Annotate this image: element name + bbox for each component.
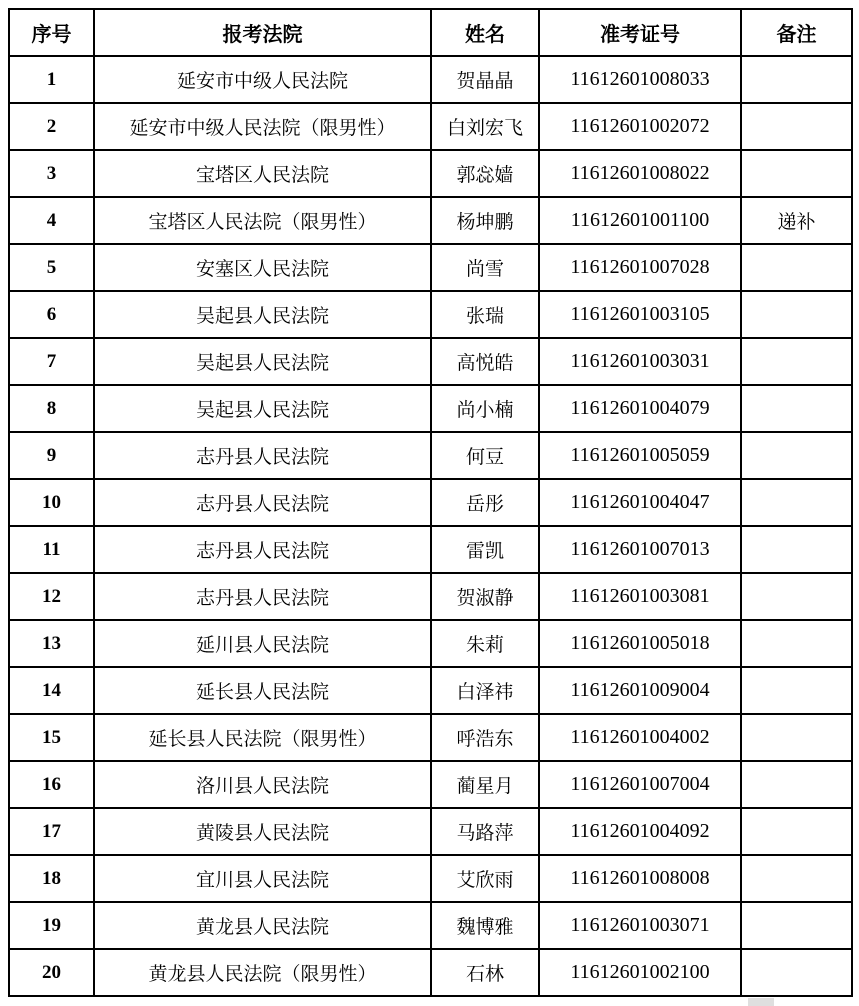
header-remark: 备注 (741, 9, 852, 56)
cell-applied-court: 吴起县人民法院 (94, 385, 431, 432)
table-row (9, 432, 852, 479)
cell-applied-court: 志丹县人民法院 (94, 479, 431, 526)
cell-ticket-number: 11612601004079 (539, 385, 741, 432)
cell-applied-court: 吴起县人民法院 (94, 338, 431, 385)
cell-name: 白刘宏飞 (431, 103, 539, 150)
header-serial-number: 序号 (9, 9, 94, 56)
cell-name: 张瑞 (431, 291, 539, 338)
cell-applied-court: 宝塔区人民法院（限男性） (94, 197, 431, 244)
table-row (9, 479, 852, 526)
cell-ticket-number: 11612601001100 (539, 197, 741, 244)
cell-ticket-number: 11612601008022 (539, 150, 741, 197)
cell-serial-number: 8 (9, 385, 94, 432)
cell-applied-court: 安塞区人民法院 (94, 244, 431, 291)
cell-serial-number: 12 (9, 573, 94, 620)
cell-remark (741, 949, 852, 996)
cell-remark (741, 714, 852, 761)
cell-name: 杨坤鹏 (431, 197, 539, 244)
cell-remark (741, 855, 852, 902)
cell-remark (741, 150, 852, 197)
header-name: 姓名 (431, 9, 539, 56)
cell-serial-number: 10 (9, 479, 94, 526)
cell-name: 石林 (431, 949, 539, 996)
table-row (9, 385, 852, 432)
cell-serial-number: 11 (9, 526, 94, 573)
cell-remark (741, 56, 852, 103)
cell-ticket-number: 11612601004092 (539, 808, 741, 855)
cell-remark (741, 620, 852, 667)
table-row (9, 573, 852, 620)
cell-serial-number: 13 (9, 620, 94, 667)
cell-remark (741, 479, 852, 526)
cell-ticket-number: 11612601002100 (539, 949, 741, 996)
table-row (9, 949, 852, 996)
cell-applied-court: 延长县人民法院 (94, 667, 431, 714)
cell-serial-number: 14 (9, 667, 94, 714)
cell-serial-number: 19 (9, 902, 94, 949)
cell-name: 马路萍 (431, 808, 539, 855)
cell-ticket-number: 11612601004002 (539, 714, 741, 761)
cell-name: 贺淑静 (431, 573, 539, 620)
cell-serial-number: 6 (9, 291, 94, 338)
cell-serial-number: 5 (9, 244, 94, 291)
table-row (9, 902, 852, 949)
cell-serial-number: 15 (9, 714, 94, 761)
cell-serial-number: 20 (9, 949, 94, 996)
cell-ticket-number: 11612601007004 (539, 761, 741, 808)
cell-ticket-number: 11612601004047 (539, 479, 741, 526)
cell-serial-number: 16 (9, 761, 94, 808)
cell-applied-court: 延安市中级人民法院 (94, 56, 431, 103)
cell-name: 何豆 (431, 432, 539, 479)
cell-ticket-number: 11612601008033 (539, 56, 741, 103)
cell-ticket-number: 11612601007028 (539, 244, 741, 291)
cell-remark (741, 385, 852, 432)
header-applied-court: 报考法院 (94, 9, 431, 56)
table-row (9, 620, 852, 667)
table-row (9, 197, 852, 244)
cell-applied-court: 宜川县人民法院 (94, 855, 431, 902)
cell-ticket-number: 11612601005018 (539, 620, 741, 667)
cell-remark (741, 573, 852, 620)
cell-name: 呼浩东 (431, 714, 539, 761)
table-row (9, 338, 852, 385)
cell-applied-court: 宝塔区人民法院 (94, 150, 431, 197)
table-row (9, 291, 852, 338)
cell-name: 朱莉 (431, 620, 539, 667)
cell-name: 郭惢嫱 (431, 150, 539, 197)
cell-name: 魏博雅 (431, 902, 539, 949)
cell-serial-number: 2 (9, 103, 94, 150)
cell-ticket-number: 11612601003031 (539, 338, 741, 385)
applicant-roster-table (8, 8, 853, 997)
table-row (9, 855, 852, 902)
table-row (9, 667, 852, 714)
cell-ticket-number: 11612601009004 (539, 667, 741, 714)
cell-ticket-number: 11612601008008 (539, 855, 741, 902)
table-body (9, 56, 852, 996)
cell-name: 白泽祎 (431, 667, 539, 714)
cell-ticket-number: 11612601003071 (539, 902, 741, 949)
cell-serial-number: 9 (9, 432, 94, 479)
cell-applied-court: 志丹县人民法院 (94, 526, 431, 573)
cell-remark (741, 103, 852, 150)
table-row (9, 150, 852, 197)
cell-remark (741, 338, 852, 385)
cell-ticket-number: 11612601002072 (539, 103, 741, 150)
cell-name: 雷凯 (431, 526, 539, 573)
cell-serial-number: 1 (9, 56, 94, 103)
table-row (9, 808, 852, 855)
cell-applied-court: 洛川县人民法院 (94, 761, 431, 808)
table-header (9, 9, 852, 56)
cell-name: 高悦皓 (431, 338, 539, 385)
cell-ticket-number: 11612601005059 (539, 432, 741, 479)
cell-serial-number: 17 (9, 808, 94, 855)
header-row (9, 9, 852, 56)
cell-ticket-number: 11612601003105 (539, 291, 741, 338)
table-row (9, 244, 852, 291)
table-row (9, 761, 852, 808)
cell-applied-court: 延长县人民法院（限男性） (94, 714, 431, 761)
cell-name: 尚小楠 (431, 385, 539, 432)
cell-remark (741, 291, 852, 338)
cell-ticket-number: 11612601003081 (539, 573, 741, 620)
header-ticket-number: 准考证号 (539, 9, 741, 56)
cell-remark (741, 902, 852, 949)
cell-applied-court: 黄龙县人民法院 (94, 902, 431, 949)
cell-applied-court: 延川县人民法院 (94, 620, 431, 667)
cell-remark: 递补 (741, 197, 852, 244)
table-row (9, 526, 852, 573)
cell-applied-court: 志丹县人民法院 (94, 432, 431, 479)
cell-remark (741, 667, 852, 714)
cell-applied-court: 延安市中级人民法院（限男性） (94, 103, 431, 150)
cell-name: 艾欣雨 (431, 855, 539, 902)
cell-serial-number: 4 (9, 197, 94, 244)
cell-name: 蔺星月 (431, 761, 539, 808)
cell-applied-court: 吴起县人民法院 (94, 291, 431, 338)
cell-remark (741, 244, 852, 291)
cell-name: 贺晶晶 (431, 56, 539, 103)
cell-serial-number: 3 (9, 150, 94, 197)
cell-remark (741, 808, 852, 855)
cell-remark (741, 432, 852, 479)
table-row (9, 714, 852, 761)
table-row (9, 103, 852, 150)
cell-name: 岳彤 (431, 479, 539, 526)
render-artifact (748, 998, 774, 1006)
cell-name: 尚雪 (431, 244, 539, 291)
cell-remark (741, 761, 852, 808)
cell-ticket-number: 11612601007013 (539, 526, 741, 573)
cell-serial-number: 18 (9, 855, 94, 902)
cell-applied-court: 志丹县人民法院 (94, 573, 431, 620)
table-row (9, 56, 852, 103)
cell-applied-court: 黄龙县人民法院（限男性） (94, 949, 431, 996)
cell-remark (741, 526, 852, 573)
cell-applied-court: 黄陵县人民法院 (94, 808, 431, 855)
cell-serial-number: 7 (9, 338, 94, 385)
